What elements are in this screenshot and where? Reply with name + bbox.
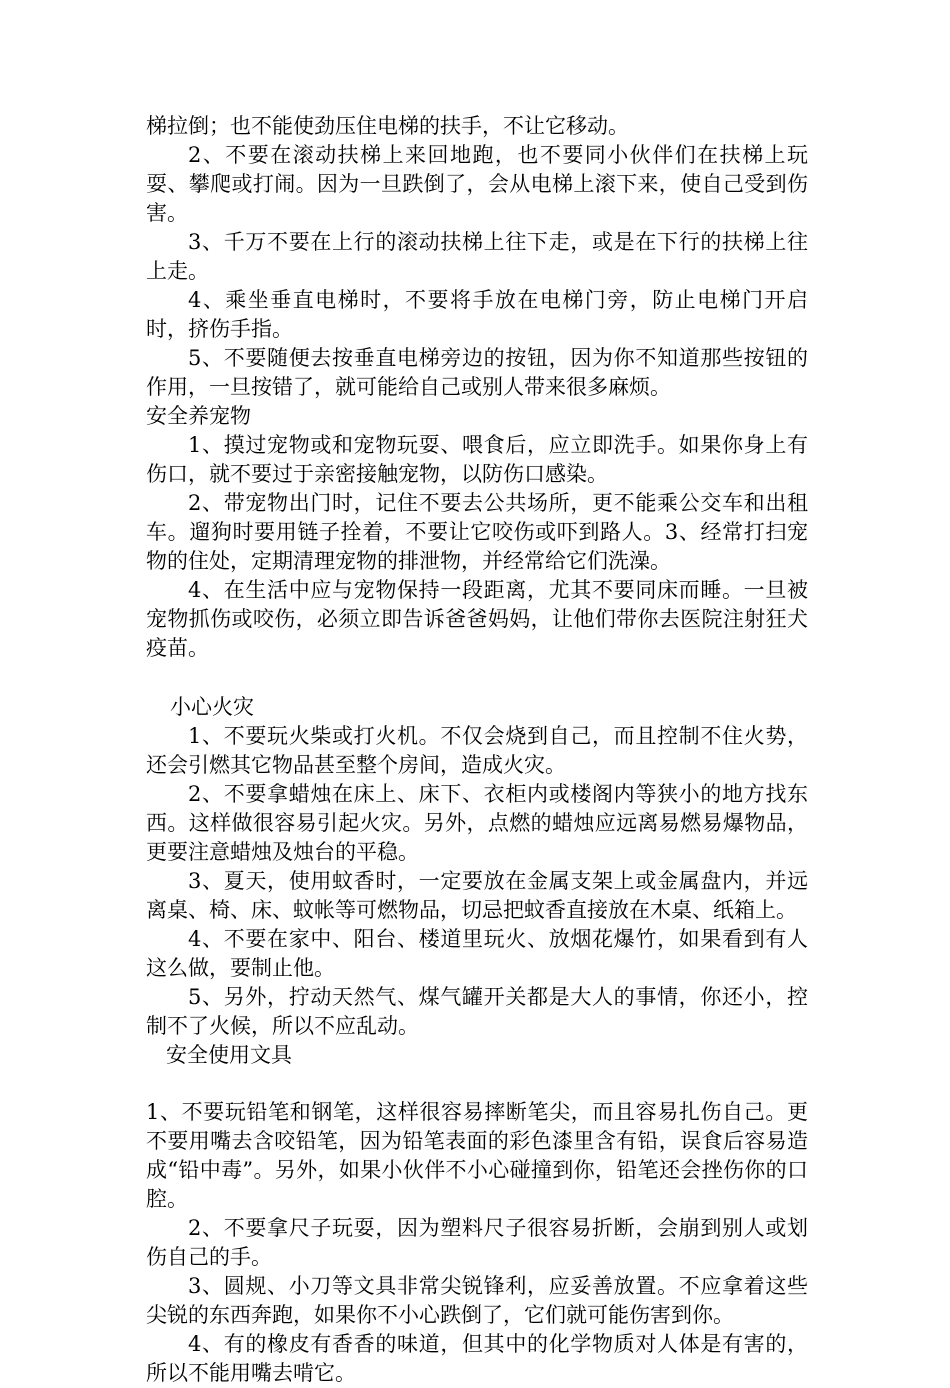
stationery-item-2: 2、不要拿尺子玩耍，因为塑料尺子很容易折断，会崩到别人或划伤自己的手。 (146, 1216, 808, 1269)
fire-item-3: 3、夏天，使用蚊香时，一定要放在金属支架上或金属盘内，并远离桌、椅、床、蚊帐等可燃物品，切忌把蚊香直接放在木桌、纸箱上。 (146, 869, 808, 922)
section-spacer (146, 663, 808, 693)
stationery-item-3: 3、圆规、小刀等文具非常尖锐锋利，应妥善放置。不应拿着这些尖锐的东西奔跑，如果你不小心跌倒了，它们就可能伤害到你。 (146, 1274, 808, 1327)
section-heading-fire: 小心火灾 (170, 695, 254, 719)
stationery-item-4: 4、有的橡皮有香香的味道，但其中的化学物质对人体是有害的，所以不能用嘴去啃它。 (146, 1332, 808, 1385)
fire-item-5: 5、另外，拧动天然气、煤气罐开关都是大人的事情，你还小，控制不了火候，所以不应乱动。 (146, 985, 808, 1038)
fire-item-1: 1、不要玩火柴或打火机。不仅会烧到自己，而且控制不住火势，还会引燃其它物品甚至整个房间，造成火灾。 (146, 724, 808, 777)
elevator-item-2: 2、不要在滚动扶梯上来回地跑，也不要同小伙伴们在扶梯上玩耍、攀爬或打闹。因为一旦跌倒了，会从电梯上滚下来，使自己受到伤害。 (146, 143, 808, 225)
section-heading-stationery: 安全使用文具 (166, 1043, 292, 1067)
fire-item-4: 4、不要在家中、阳台、楼道里玩火、放烟花爆竹，如果看到有人这么做，要制止他。 (146, 927, 808, 980)
pets-item-4: 4、在生活中应与宠物保持一段距离，尤其不要同床而睡。一旦被宠物抓伤或咬伤，必须立即告诉爸爸妈妈，让他们带你去医院注射狂犬疫苗。 (146, 578, 808, 660)
section-heading-pets: 安全养宠物 (146, 404, 251, 428)
elevator-item-3: 3、千万不要在上行的滚动扶梯上往下走，或是在下行的扶梯上往上走。 (146, 230, 808, 283)
elevator-item-4: 4、乘坐垂直电梯时，不要将手放在电梯门旁，防止电梯门开启时，挤伤手指。 (146, 288, 808, 341)
pets-item-1: 1、摸过宠物或和宠物玩耍、喂食后，应立即洗手。如果你身上有伤口，就不要过于亲密接触宠物，以防伤口感染。 (146, 433, 808, 486)
stationery-item-1: 1、不要玩铅笔和钢笔，这样很容易摔断笔尖，而且容易扎伤自己。更不要用嘴去含咬铅笔，因为铅笔表面的彩色漆里含有铅，误食后容易造成“铅中毒”。另外，如果小伙伴不小心碰撞到你，铅笔还会挫伤你的口腔。 (146, 1100, 808, 1211)
section-spacer (146, 1070, 808, 1098)
fire-item-2: 2、不要拿蜡烛在床上、床下、衣柜内或楼阁内等狭小的地方找东西。这样做很容易引起火灾。另外，点燃的蜡烛应远离易燃易爆物品，更要注意蜡烛及烛台的平稳。 (146, 782, 808, 864)
document-body (146, 112, 808, 1388)
pets-item-2: 2、带宠物出门时，记住不要去公共场所，更不能乘公交车和出租车。遛狗时要用链子拴着，不要让它咬伤或吓到路人。3、经常打扫宠物的住处，定期清理宠物的排泄物，并经常给它们洗澡。 (146, 491, 808, 573)
paragraph-continuation: 梯拉倒；也不能使劲压住电梯的扶手，不让它移动。 (146, 114, 629, 138)
elevator-item-5: 5、不要随便去按垂直电梯旁边的按钮，因为你不知道那些按钮的作用，一旦按错了，就可能给自己或别人带来很多麻烦。 (146, 346, 808, 399)
